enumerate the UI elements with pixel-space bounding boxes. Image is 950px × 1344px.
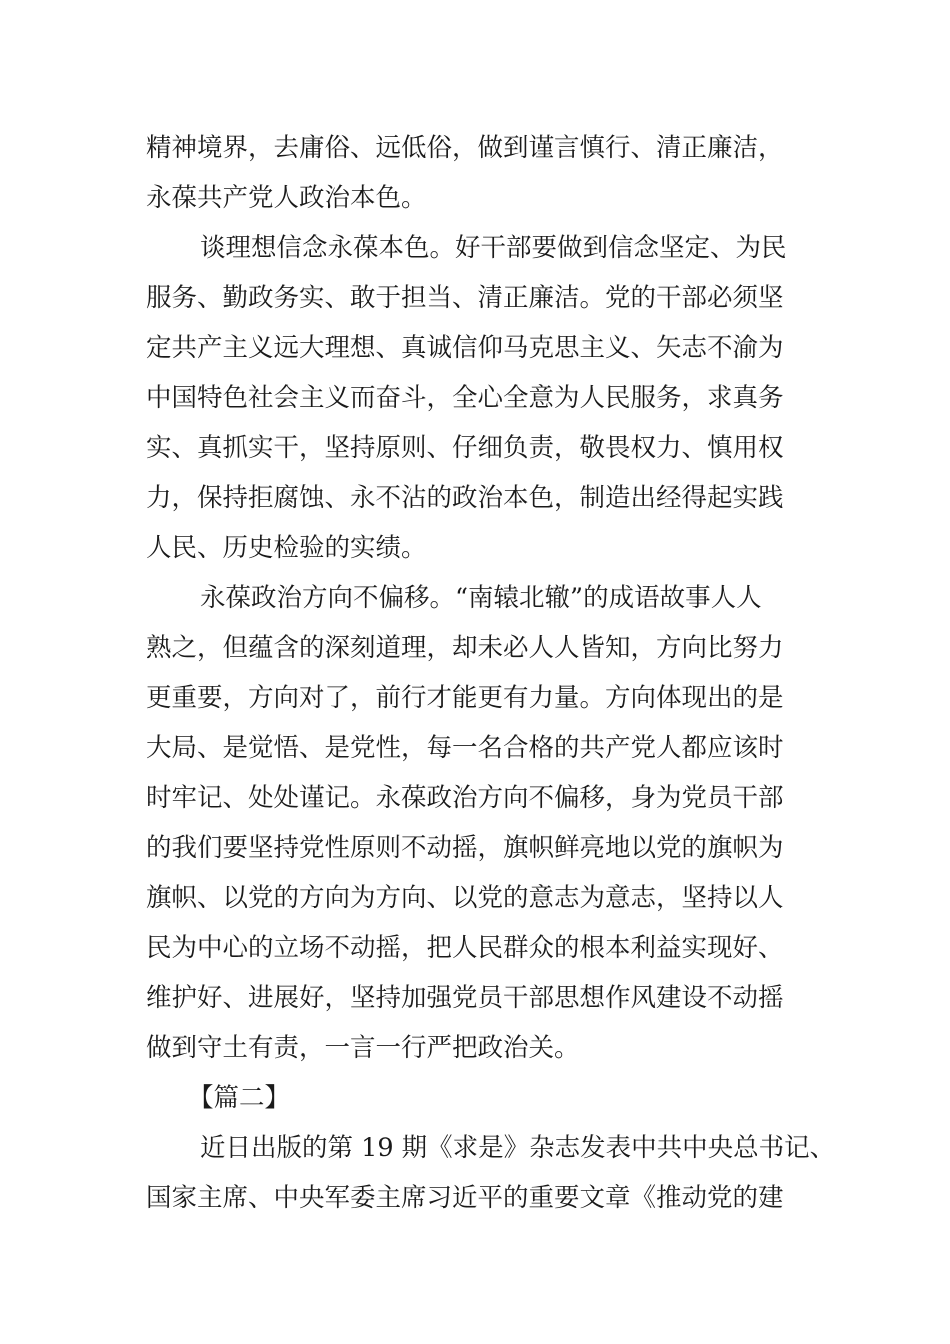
text-line: 国家主席、中央军委主席习近平的重要文章《推动党的建 bbox=[146, 1183, 784, 1213]
text-line: 时牢记、处处谨记。永葆政治方向不偏移，身为党员干部 bbox=[146, 783, 784, 813]
text-line: 近日出版的第 19 期《求是》杂志发表中共中央总书记、 bbox=[200, 1133, 836, 1163]
text-line: 力，保持拒腐蚀、永不沾的政治本色，制造出经得起实践 bbox=[146, 483, 784, 513]
text-line: 谈理想信念永葆本色。好干部要做到信念坚定、为民 bbox=[200, 233, 787, 263]
text-line: 民为中心的立场不动摇，把人民群众的根本利益实现好、 bbox=[146, 933, 784, 963]
text-line: 旗帜、以党的方向为方向、以党的意志为意志，坚持以人 bbox=[146, 883, 784, 913]
text-line: 实、真抓实干，坚持原则、仔细负责，敬畏权力、慎用权 bbox=[146, 433, 784, 463]
text-line: 中国特色社会主义而奋斗，全心全意为人民服务，求真务 bbox=[146, 383, 784, 413]
section-heading: 【篇二】 bbox=[188, 1083, 291, 1113]
text-line: 熟之，但蕴含的深刻道理，却未必人人皆知，方向比努力 bbox=[146, 633, 784, 663]
text-line: 定共产主义远大理想、真诚信仰马克思主义、矢志不渝为 bbox=[146, 333, 784, 363]
text-line: 精神境界，去庸俗、远低俗，做到谨言慎行、清正廉洁， bbox=[146, 133, 784, 163]
text-line: 服务、勤政务实、敢于担当、清正廉洁。党的干部必须坚 bbox=[146, 283, 784, 313]
text-line: 维护好、进展好，坚持加强党员干部思想作风建设不动摇 bbox=[146, 983, 784, 1013]
text-line: 更重要，方向对了，前行才能更有力量。方向体现出的是 bbox=[146, 683, 784, 713]
text-line: 做到守土有责，一言一行严把政治关。 bbox=[146, 1033, 580, 1063]
text-line: 人民、历史检验的实绩。 bbox=[146, 533, 427, 563]
text-line: 大局、是觉悟、是党性，每一名合格的共产党人都应该时 bbox=[146, 733, 784, 763]
text-line: 永葆政治方向不偏移。“南辕北辙”的成语故事人人 bbox=[200, 583, 762, 613]
text-line: 永葆共产党人政治本色。 bbox=[146, 183, 427, 213]
text-line: 的我们要坚持党性原则不动摇，旗帜鲜亮地以党的旗帜为 bbox=[146, 833, 784, 863]
